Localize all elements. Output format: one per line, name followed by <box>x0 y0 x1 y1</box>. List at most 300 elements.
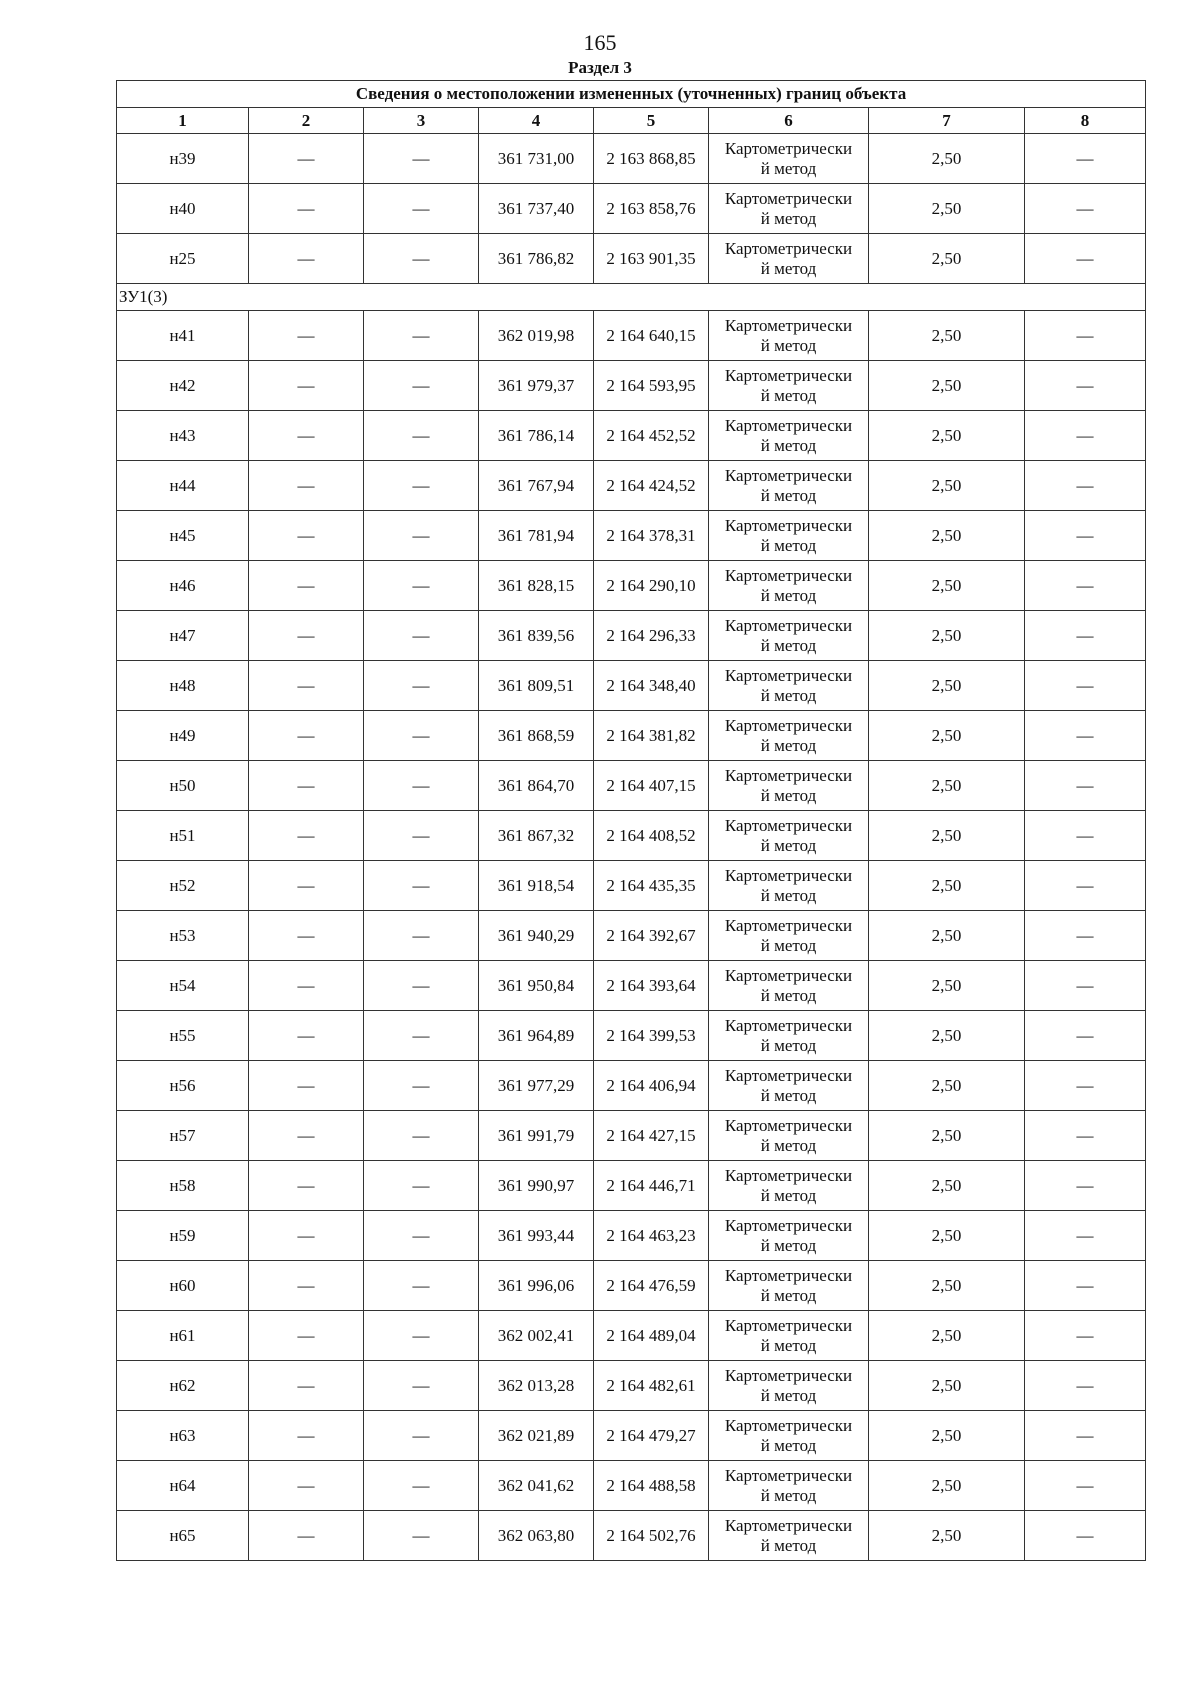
col2-cell: — <box>249 1511 364 1561</box>
accuracy-cell: 2,50 <box>869 911 1025 961</box>
col3-cell: — <box>364 711 479 761</box>
col3-cell: — <box>364 361 479 411</box>
table-row <box>117 961 1146 1011</box>
column-number: 5 <box>594 108 709 134</box>
x-coordinate-cell: 362 002,41 <box>479 1311 594 1361</box>
method-line: й метод <box>760 485 817 505</box>
method-cell <box>709 1511 869 1561</box>
method-cell <box>709 1111 869 1161</box>
col8-cell: — <box>1025 234 1146 284</box>
col2-cell: — <box>249 411 364 461</box>
table-row <box>117 1461 1146 1511</box>
col2-cell: — <box>249 711 364 761</box>
table-row <box>117 184 1146 234</box>
method-cell <box>709 1211 869 1261</box>
point-id-cell: н65 <box>117 1511 249 1561</box>
table-row <box>117 1211 1146 1261</box>
method-line: й метод <box>760 158 817 178</box>
table-row <box>117 761 1146 811</box>
col3-cell: — <box>364 311 479 361</box>
x-coordinate-cell: 362 063,80 <box>479 1511 594 1561</box>
y-coordinate-cell: 2 163 901,35 <box>594 234 709 284</box>
x-coordinate-cell: 362 013,28 <box>479 1361 594 1411</box>
column-number: 4 <box>479 108 594 134</box>
col2-cell: — <box>249 611 364 661</box>
y-coordinate-cell: 2 164 393,64 <box>594 961 709 1011</box>
col2-cell: — <box>249 1261 364 1311</box>
col8-cell: — <box>1025 611 1146 661</box>
accuracy-cell: 2,50 <box>869 184 1025 234</box>
method-cell <box>709 234 869 284</box>
x-coordinate-cell: 361 786,82 <box>479 234 594 284</box>
col2-cell: — <box>249 1061 364 1111</box>
y-coordinate-cell: 2 163 868,85 <box>594 134 709 184</box>
col3-cell: — <box>364 961 479 1011</box>
method-line: й метод <box>760 785 817 805</box>
table-row <box>117 711 1146 761</box>
accuracy-cell: 2,50 <box>869 661 1025 711</box>
accuracy-cell: 2,50 <box>869 461 1025 511</box>
x-coordinate-cell: 361 809,51 <box>479 661 594 711</box>
point-id-cell: н25 <box>117 234 249 284</box>
col2-cell: — <box>249 1011 364 1061</box>
method-cell <box>709 411 869 461</box>
method-line: й метод <box>760 735 817 755</box>
col3-cell: — <box>364 1311 479 1361</box>
x-coordinate-cell: 361 918,54 <box>479 861 594 911</box>
table-row <box>117 861 1146 911</box>
col3-cell: — <box>364 1461 479 1511</box>
x-coordinate-cell: 361 781,94 <box>479 511 594 561</box>
method-cell <box>709 1261 869 1311</box>
col2-cell: — <box>249 1111 364 1161</box>
y-coordinate-cell: 2 164 296,33 <box>594 611 709 661</box>
method-cell <box>709 561 869 611</box>
point-id-cell: н61 <box>117 1311 249 1361</box>
x-coordinate-cell: 361 979,37 <box>479 361 594 411</box>
method-cell <box>709 711 869 761</box>
col8-cell: — <box>1025 1111 1146 1161</box>
accuracy-cell: 2,50 <box>869 234 1025 284</box>
accuracy-cell: 2,50 <box>869 1361 1025 1411</box>
method-cell <box>709 1361 869 1411</box>
col8-cell: — <box>1025 511 1146 561</box>
col2-cell: — <box>249 1311 364 1361</box>
point-id-cell: н57 <box>117 1111 249 1161</box>
method-cell <box>709 611 869 661</box>
col3-cell: — <box>364 461 479 511</box>
method-line: й метод <box>760 935 817 955</box>
x-coordinate-cell: 361 991,79 <box>479 1111 594 1161</box>
table-row <box>117 1011 1146 1061</box>
col8-cell: — <box>1025 711 1146 761</box>
point-id-cell: н56 <box>117 1061 249 1111</box>
y-coordinate-cell: 2 164 502,76 <box>594 1511 709 1561</box>
y-coordinate-cell: 2 164 435,35 <box>594 861 709 911</box>
method-cell <box>709 1061 869 1111</box>
method-line: Картометрически <box>724 315 853 335</box>
table-row <box>117 561 1146 611</box>
col8-cell: — <box>1025 184 1146 234</box>
method-line: й метод <box>760 1435 817 1455</box>
accuracy-cell: 2,50 <box>869 761 1025 811</box>
col8-cell: — <box>1025 1161 1146 1211</box>
y-coordinate-cell: 2 164 479,27 <box>594 1411 709 1461</box>
method-line: й метод <box>760 208 817 228</box>
table-row <box>117 1261 1146 1311</box>
col3-cell: — <box>364 234 479 284</box>
col3-cell: — <box>364 911 479 961</box>
y-coordinate-cell: 2 164 406,94 <box>594 1061 709 1111</box>
col8-cell: — <box>1025 661 1146 711</box>
method-line: й метод <box>760 985 817 1005</box>
col8-cell: — <box>1025 561 1146 611</box>
col8-cell: — <box>1025 911 1146 961</box>
method-cell <box>709 361 869 411</box>
method-line: й метод <box>760 1335 817 1355</box>
method-line: й метод <box>760 1135 817 1155</box>
table-row <box>117 1361 1146 1411</box>
col8-cell: — <box>1025 461 1146 511</box>
point-id-cell: н41 <box>117 311 249 361</box>
method-line: й метод <box>760 335 817 355</box>
accuracy-cell: 2,50 <box>869 561 1025 611</box>
y-coordinate-cell: 2 164 378,31 <box>594 511 709 561</box>
x-coordinate-cell: 361 868,59 <box>479 711 594 761</box>
method-cell <box>709 1011 869 1061</box>
x-coordinate-cell: 361 737,40 <box>479 184 594 234</box>
point-id-cell: н46 <box>117 561 249 611</box>
col2-cell: — <box>249 234 364 284</box>
method-cell <box>709 134 869 184</box>
accuracy-cell: 2,50 <box>869 511 1025 561</box>
table-row <box>117 1411 1146 1461</box>
y-coordinate-cell: 2 164 408,52 <box>594 811 709 861</box>
method-line: й метод <box>760 535 817 555</box>
point-id-cell: н54 <box>117 961 249 1011</box>
y-coordinate-cell: 2 164 407,15 <box>594 761 709 811</box>
col3-cell: — <box>364 134 479 184</box>
col3-cell: — <box>364 1061 479 1111</box>
table-row <box>117 361 1146 411</box>
col3-cell: — <box>364 611 479 661</box>
table-row <box>117 1161 1146 1211</box>
x-coordinate-cell: 361 940,29 <box>479 911 594 961</box>
x-coordinate-cell: 362 021,89 <box>479 1411 594 1461</box>
col2-cell: — <box>249 134 364 184</box>
col3-cell: — <box>364 561 479 611</box>
col8-cell: — <box>1025 1011 1146 1061</box>
col8-cell: — <box>1025 361 1146 411</box>
table-row <box>117 911 1146 961</box>
point-id-cell: н53 <box>117 911 249 961</box>
method-line: Картометрически <box>724 865 853 885</box>
method-line: й метод <box>760 1285 817 1305</box>
method-line: Картометрически <box>724 365 853 385</box>
point-id-cell: н51 <box>117 811 249 861</box>
col2-cell: — <box>249 861 364 911</box>
method-line: й метод <box>760 885 817 905</box>
col8-cell: — <box>1025 1461 1146 1511</box>
col2-cell: — <box>249 1161 364 1211</box>
point-id-cell: н40 <box>117 184 249 234</box>
method-line: Картометрически <box>724 765 853 785</box>
col8-cell: — <box>1025 1061 1146 1111</box>
col2-cell: — <box>249 661 364 711</box>
y-coordinate-cell: 2 164 424,52 <box>594 461 709 511</box>
col8-cell: — <box>1025 311 1146 361</box>
point-id-cell: н64 <box>117 1461 249 1511</box>
method-line: Картометрически <box>724 1415 853 1435</box>
col8-cell: — <box>1025 761 1146 811</box>
col2-cell: — <box>249 1211 364 1261</box>
method-line: Картометрически <box>724 665 853 685</box>
col2-cell: — <box>249 561 364 611</box>
method-line: Картометрически <box>724 1515 853 1535</box>
y-coordinate-cell: 2 164 489,04 <box>594 1311 709 1361</box>
method-cell <box>709 661 869 711</box>
method-line: й метод <box>760 1385 817 1405</box>
y-coordinate-cell: 2 164 392,67 <box>594 911 709 961</box>
y-coordinate-cell: 2 164 476,59 <box>594 1261 709 1311</box>
section-title: Раздел 3 <box>568 58 632 77</box>
y-coordinate-cell: 2 164 463,23 <box>594 1211 709 1261</box>
col3-cell: — <box>364 511 479 561</box>
col8-cell: — <box>1025 134 1146 184</box>
group-label: ЗУ1(3) <box>117 284 1146 311</box>
table-row <box>117 134 1146 184</box>
col3-cell: — <box>364 661 479 711</box>
method-line: й метод <box>760 1485 817 1505</box>
method-line: Картометрически <box>724 615 853 635</box>
col3-cell: — <box>364 1111 479 1161</box>
col2-cell: — <box>249 811 364 861</box>
method-line: Картометрически <box>724 1365 853 1385</box>
x-coordinate-cell: 361 977,29 <box>479 1061 594 1111</box>
point-id-cell: н42 <box>117 361 249 411</box>
col8-cell: — <box>1025 1211 1146 1261</box>
col8-cell: — <box>1025 811 1146 861</box>
col3-cell: — <box>364 1211 479 1261</box>
method-line: Картометрически <box>724 915 853 935</box>
table-caption: Сведения о местоположении измененных (уточненных) границ объекта <box>117 81 1146 108</box>
y-coordinate-cell: 2 164 446,71 <box>594 1161 709 1211</box>
x-coordinate-cell: 361 767,94 <box>479 461 594 511</box>
x-coordinate-cell: 361 867,32 <box>479 811 594 861</box>
method-cell <box>709 911 869 961</box>
table-row <box>117 461 1146 511</box>
method-line: Картометрически <box>724 1115 853 1135</box>
point-id-cell: н63 <box>117 1411 249 1461</box>
method-cell <box>709 1161 869 1211</box>
method-cell <box>709 461 869 511</box>
y-coordinate-cell: 2 164 593,95 <box>594 361 709 411</box>
accuracy-cell: 2,50 <box>869 811 1025 861</box>
column-number: 3 <box>364 108 479 134</box>
col3-cell: — <box>364 184 479 234</box>
col8-cell: — <box>1025 1311 1146 1361</box>
y-coordinate-cell: 2 164 399,53 <box>594 1011 709 1061</box>
point-id-cell: н49 <box>117 711 249 761</box>
method-line: Картометрически <box>724 1315 853 1335</box>
accuracy-cell: 2,50 <box>869 1211 1025 1261</box>
method-cell <box>709 511 869 561</box>
x-coordinate-cell: 361 828,15 <box>479 561 594 611</box>
y-coordinate-cell: 2 164 452,52 <box>594 411 709 461</box>
y-coordinate-cell: 2 164 640,15 <box>594 311 709 361</box>
y-coordinate-cell: 2 164 488,58 <box>594 1461 709 1511</box>
table-row <box>117 234 1146 284</box>
y-coordinate-cell: 2 164 427,15 <box>594 1111 709 1161</box>
method-line: Картометрически <box>724 465 853 485</box>
method-line: Картометрически <box>724 1015 853 1035</box>
x-coordinate-cell: 361 839,56 <box>479 611 594 661</box>
col8-cell: — <box>1025 1511 1146 1561</box>
column-number: 8 <box>1025 108 1146 134</box>
col8-cell: — <box>1025 1411 1146 1461</box>
method-line: й метод <box>760 1235 817 1255</box>
accuracy-cell: 2,50 <box>869 1261 1025 1311</box>
point-id-cell: н62 <box>117 1361 249 1411</box>
method-line: Картометрически <box>724 1165 853 1185</box>
col2-cell: — <box>249 961 364 1011</box>
col2-cell: — <box>249 911 364 961</box>
accuracy-cell: 2,50 <box>869 1111 1025 1161</box>
accuracy-cell: 2,50 <box>869 411 1025 461</box>
method-cell <box>709 861 869 911</box>
y-coordinate-cell: 2 163 858,76 <box>594 184 709 234</box>
col8-cell: — <box>1025 961 1146 1011</box>
column-number: 2 <box>249 108 364 134</box>
method-line: Картометрически <box>724 415 853 435</box>
point-id-cell: н52 <box>117 861 249 911</box>
point-id-cell: н47 <box>117 611 249 661</box>
method-line: й метод <box>760 435 817 455</box>
accuracy-cell: 2,50 <box>869 711 1025 761</box>
method-line: й метод <box>760 1035 817 1055</box>
col3-cell: — <box>364 1411 479 1461</box>
point-id-cell: н50 <box>117 761 249 811</box>
table-row <box>117 811 1146 861</box>
y-coordinate-cell: 2 164 482,61 <box>594 1361 709 1411</box>
table-row <box>117 1511 1146 1561</box>
method-cell <box>709 311 869 361</box>
x-coordinate-cell: 361 864,70 <box>479 761 594 811</box>
col2-cell: — <box>249 1461 364 1511</box>
table-row <box>117 611 1146 661</box>
x-coordinate-cell: 361 993,44 <box>479 1211 594 1261</box>
accuracy-cell: 2,50 <box>869 961 1025 1011</box>
point-id-cell: н44 <box>117 461 249 511</box>
method-cell <box>709 961 869 1011</box>
method-line: й метод <box>760 258 817 278</box>
accuracy-cell: 2,50 <box>869 861 1025 911</box>
method-line: Картометрически <box>724 1065 853 1085</box>
accuracy-cell: 2,50 <box>869 1311 1025 1361</box>
method-line: Картометрически <box>724 815 853 835</box>
x-coordinate-cell: 361 964,89 <box>479 1011 594 1061</box>
col2-cell: — <box>249 511 364 561</box>
col3-cell: — <box>364 1011 479 1061</box>
table-row <box>117 1111 1146 1161</box>
accuracy-cell: 2,50 <box>869 1511 1025 1561</box>
accuracy-cell: 2,50 <box>869 1161 1025 1211</box>
col2-cell: — <box>249 761 364 811</box>
point-id-cell: н39 <box>117 134 249 184</box>
col3-cell: — <box>364 861 479 911</box>
table-row <box>117 1061 1146 1111</box>
column-number: 1 <box>117 108 249 134</box>
accuracy-cell: 2,50 <box>869 311 1025 361</box>
col3-cell: — <box>364 411 479 461</box>
method-line: Картометрически <box>724 1215 853 1235</box>
point-id-cell: н60 <box>117 1261 249 1311</box>
method-line: й метод <box>760 1535 817 1555</box>
col8-cell: — <box>1025 1261 1146 1311</box>
col2-cell: — <box>249 1361 364 1411</box>
method-cell <box>709 1411 869 1461</box>
x-coordinate-cell: 361 786,14 <box>479 411 594 461</box>
col8-cell: — <box>1025 411 1146 461</box>
method-line: Картометрически <box>724 1465 853 1485</box>
col2-cell: — <box>249 361 364 411</box>
y-coordinate-cell: 2 164 290,10 <box>594 561 709 611</box>
method-line: й метод <box>760 635 817 655</box>
method-cell <box>709 811 869 861</box>
page-number: 165 <box>583 30 617 55</box>
col3-cell: — <box>364 1361 479 1411</box>
accuracy-cell: 2,50 <box>869 1011 1025 1061</box>
method-line: й метод <box>760 685 817 705</box>
point-id-cell: н48 <box>117 661 249 711</box>
method-line: й метод <box>760 385 817 405</box>
col3-cell: — <box>364 761 479 811</box>
method-line: Картометрически <box>724 515 853 535</box>
method-line: Картометрически <box>724 138 853 158</box>
point-id-cell: н43 <box>117 411 249 461</box>
column-number: 7 <box>869 108 1025 134</box>
col8-cell: — <box>1025 1361 1146 1411</box>
point-id-cell: н59 <box>117 1211 249 1261</box>
method-line: Картометрически <box>724 238 853 258</box>
method-line: й метод <box>760 1185 817 1205</box>
table-row <box>117 661 1146 711</box>
point-id-cell: н55 <box>117 1011 249 1061</box>
accuracy-cell: 2,50 <box>869 1461 1025 1511</box>
table-row <box>117 311 1146 361</box>
method-line: й метод <box>760 1085 817 1105</box>
y-coordinate-cell: 2 164 381,82 <box>594 711 709 761</box>
method-cell <box>709 1461 869 1511</box>
accuracy-cell: 2,50 <box>869 361 1025 411</box>
x-coordinate-cell: 361 996,06 <box>479 1261 594 1311</box>
point-id-cell: н58 <box>117 1161 249 1211</box>
x-coordinate-cell: 362 019,98 <box>479 311 594 361</box>
method-line: Картометрически <box>724 965 853 985</box>
column-number: 6 <box>709 108 869 134</box>
col3-cell: — <box>364 1161 479 1211</box>
x-coordinate-cell: 361 990,97 <box>479 1161 594 1211</box>
accuracy-cell: 2,50 <box>869 611 1025 661</box>
col2-cell: — <box>249 1411 364 1461</box>
method-cell <box>709 761 869 811</box>
table-row <box>117 411 1146 461</box>
col2-cell: — <box>249 184 364 234</box>
point-id-cell: н45 <box>117 511 249 561</box>
x-coordinate-cell: 362 041,62 <box>479 1461 594 1511</box>
table-row <box>117 511 1146 561</box>
accuracy-cell: 2,50 <box>869 1061 1025 1111</box>
